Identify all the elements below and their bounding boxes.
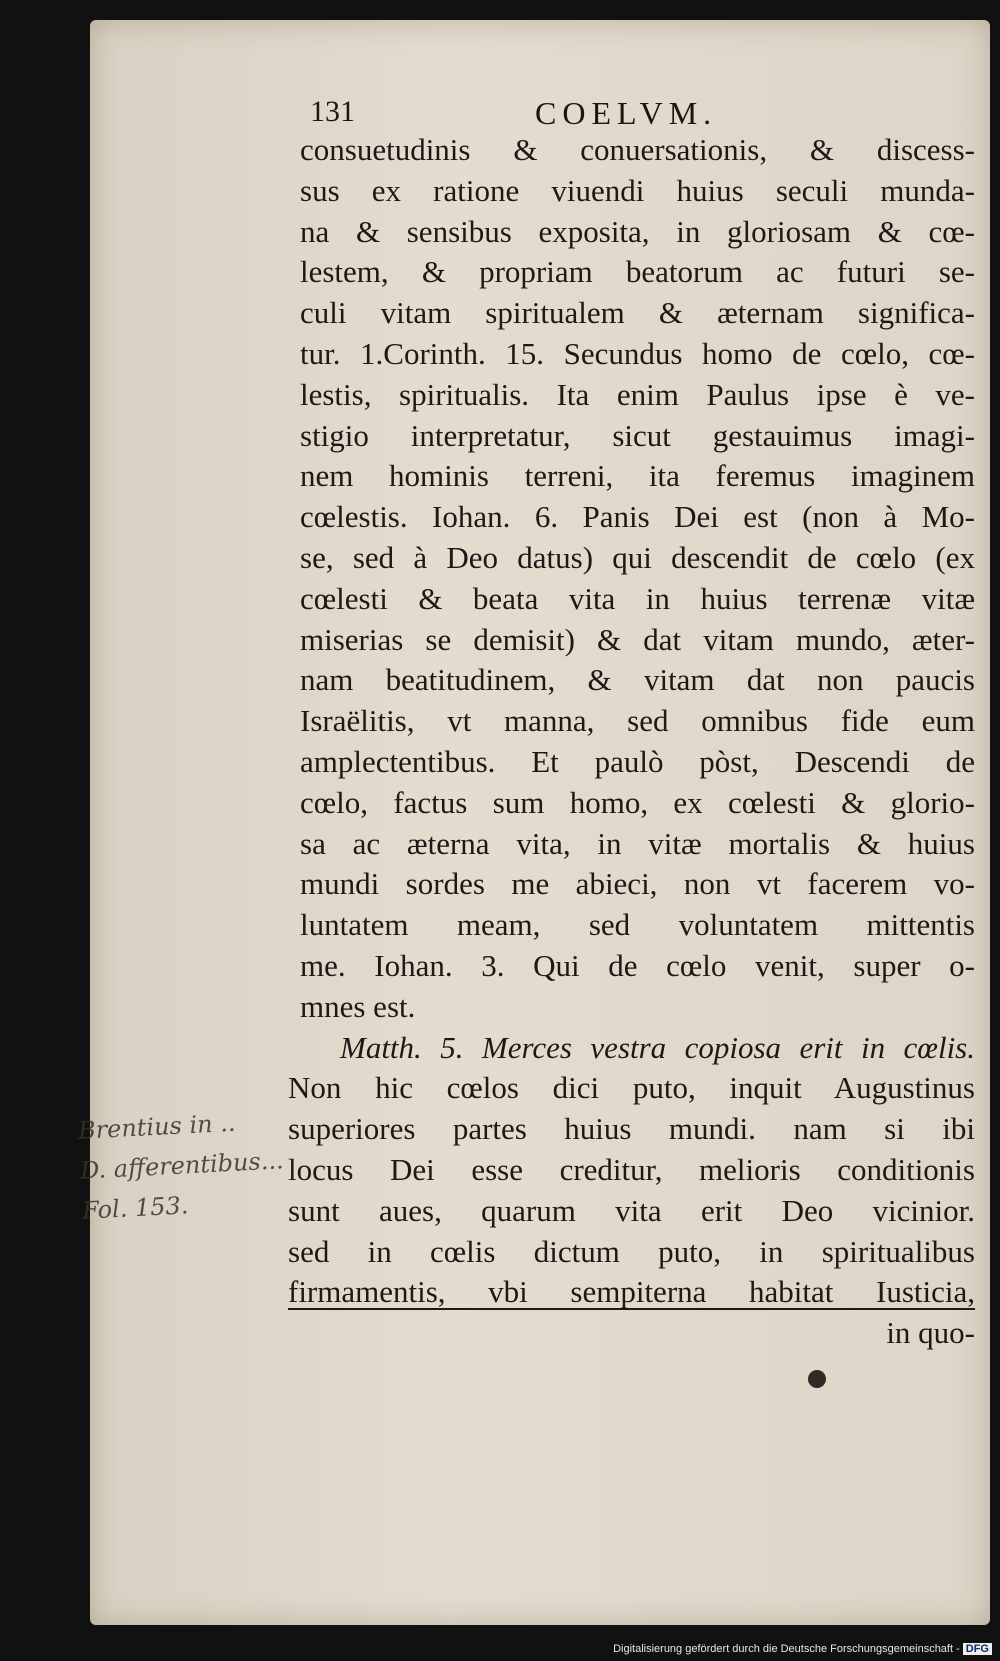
text-line: Non hic cœlos dici puto, inquit Augustinus [288, 1070, 975, 1106]
text-line: luntatem meam, sed voluntatem mittentis [300, 907, 975, 943]
page-header [310, 95, 770, 135]
text-line: stigio interpretatur, sicut gestauimus imagi- [300, 417, 975, 453]
margin-note-line: Fol. 153. [81, 1191, 190, 1225]
ink-dot [808, 1370, 826, 1388]
text-line: cœlesti & beata vita in huius terrenæ vitæ [300, 580, 975, 616]
margin-note-line: D. afferentibus... [79, 1146, 285, 1185]
text-line: Matth. 5. Merces vestra copiosa erit in cœlis. [340, 1029, 975, 1065]
text-line: nam beatitudinem, & vitam dat non paucis [300, 662, 975, 698]
dfg-logo: DFG [963, 1643, 992, 1655]
text-line: Israëlitis, vt manna, sed omnibus fide eum [300, 703, 975, 739]
text-line: sus ex ratione viuendi huius seculi munda- [300, 172, 975, 208]
text-line: sunt aues, quarum vita erit Deo vicinior. [288, 1192, 975, 1228]
body-text [288, 130, 975, 1354]
text-line: na & sensibus exposita, in gloriosam & cœ- [300, 213, 975, 249]
text-line: consuetudinis & conuersationis, & discess- [300, 132, 975, 167]
text-line: lestem, & propriam beatorum ac futuri se- [300, 254, 975, 290]
text-line: cœlestis. Iohan. 6. Panis Dei est (non à Mo- [300, 499, 975, 535]
text-line: cœlo, factus sum homo, ex cœlesti & glorio- [300, 784, 975, 820]
catchword: in quo- [886, 1315, 975, 1351]
text-line: amplectentibus. Et paulò pòst, Descendi de [300, 743, 975, 779]
text-line: culi vitam spiritualem & æternam significa- [300, 295, 975, 331]
text-line: me. Iohan. 3. Qui de cœlo venit, super o- [300, 947, 975, 983]
footer-text: Digitalisierung gefördert durch die Deutsche Forschungsgemeinschaft - [613, 1643, 960, 1655]
text-line: se, sed à Deo datus) qui descendit de cœlo (ex [300, 539, 975, 575]
running-title: COELVM. [535, 95, 718, 131]
text-line: sa ac æterna vita, in vitæ mortalis & huius [300, 825, 975, 861]
handwritten-margin-note [77, 1099, 308, 1231]
text-line: miserias se demisit) & dat vitam mundo, æter- [300, 621, 975, 657]
text-line: locus Dei esse creditur, melioris conditionis [288, 1151, 975, 1187]
digitization-footer [613, 1643, 992, 1655]
folio-number: 131 [310, 95, 355, 128]
text-line: lestis, spiritualis. Ita enim Paulus ipse è ve- [300, 376, 975, 412]
text-line: mundi sordes me abieci, non vt facerem vo- [300, 866, 975, 902]
text-line: tur. 1.Corinth. 15. Secundus homo de cœlo, cœ- [300, 335, 975, 371]
text-line: firmamentis, vbi sempiterna habitat Iusticia, [288, 1274, 975, 1310]
text-line: nem hominis terreni, ita feremus imaginem [300, 458, 975, 494]
text-line: sed in cœlis dictum puto, in spiritualibus [288, 1233, 975, 1269]
margin-note-line: Brentius in .. [77, 1108, 237, 1145]
text-line: superiores partes huius mundi. nam si ibi [288, 1111, 975, 1147]
text-line: mnes est. [300, 988, 416, 1024]
